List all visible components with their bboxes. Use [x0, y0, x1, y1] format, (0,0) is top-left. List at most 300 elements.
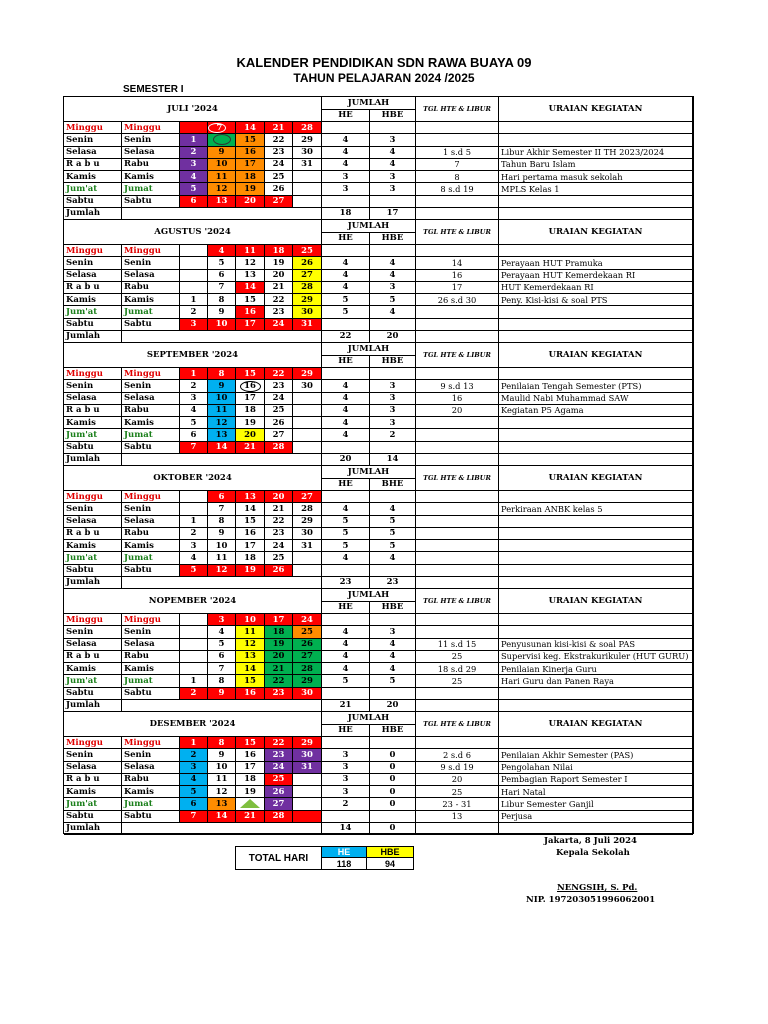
tgl-value — [416, 552, 499, 564]
date-cell: 3 — [180, 540, 208, 552]
date-cell — [180, 491, 208, 503]
total-uraian-spacer — [499, 700, 693, 712]
date-cell: 4 — [180, 405, 208, 417]
date-cell: 8 — [208, 737, 236, 749]
day-name: R a b u — [64, 159, 122, 171]
hbe-header: HBE — [370, 602, 416, 615]
month-name: DESEMBER '2024 — [64, 712, 322, 737]
day-name: Senin — [64, 626, 122, 638]
he-value — [322, 688, 370, 700]
date-cell: 5 — [208, 257, 236, 269]
he-value: 4 — [322, 405, 370, 417]
day-name: Selasa — [64, 270, 122, 282]
date-cell: 5 — [180, 786, 208, 798]
hbe-value: 0 — [370, 786, 416, 798]
date-cell: 17 — [236, 393, 265, 405]
date-cell: 21 — [265, 122, 293, 134]
hbe-value: 3 — [370, 626, 416, 638]
total-hbe: 14 — [370, 454, 416, 466]
hbe-value: 5 — [370, 528, 416, 540]
date-cell: 26 — [265, 183, 293, 195]
day-name-alt: Kamis — [122, 294, 180, 306]
he-header: HE — [322, 479, 370, 492]
day-name: Minggu — [64, 491, 122, 503]
date-cell — [208, 134, 236, 146]
total-uraian-spacer — [499, 208, 693, 220]
total-uraian-spacer — [499, 331, 693, 343]
tgl-value: 7 — [416, 159, 499, 171]
signatory-nip: NIP. 197203051996062001 — [526, 895, 656, 905]
jumlah-label: Jumlah — [64, 577, 122, 589]
month-block — [64, 589, 695, 712]
hbe-value: 4 — [370, 639, 416, 651]
date-cell: 17 — [236, 319, 265, 331]
date-cell: 7 — [208, 282, 236, 294]
date-cell: 20 — [236, 429, 265, 441]
jumlah-spacer — [122, 208, 322, 220]
day-name-alt: Sabtu — [122, 196, 180, 208]
he-value: 3 — [322, 774, 370, 786]
triangle-marker — [240, 799, 260, 808]
jumlah-label: Jumlah — [64, 331, 122, 343]
day-name-alt: Senin — [122, 749, 180, 761]
hbe-header: HBE — [370, 233, 416, 246]
day-name: Kamis — [64, 786, 122, 798]
date-cell — [180, 257, 208, 269]
date-cell — [293, 405, 322, 417]
date-cell: 19 — [236, 417, 265, 429]
date-cell: 29 — [293, 675, 322, 687]
date-cell: 13 — [236, 651, 265, 663]
hbe-value — [370, 737, 416, 749]
uraian-header: URAIAN KEGIATAN — [499, 712, 693, 737]
tgl-value — [416, 245, 499, 257]
date-cell: 16 — [236, 147, 265, 159]
date-cell: 11 — [208, 171, 236, 183]
total-hbe: 20 — [370, 700, 416, 712]
date-cell: 30 — [293, 380, 322, 392]
hbe-value: 0 — [370, 774, 416, 786]
date-cell — [293, 774, 322, 786]
uraian-value: Pengolahan Nilai — [499, 762, 693, 774]
date-cell: 13 — [208, 429, 236, 441]
he-value: 3 — [322, 171, 370, 183]
hbe-value: 5 — [370, 540, 416, 552]
date-cell: 11 — [208, 552, 236, 564]
date-cell: 17 — [265, 614, 293, 626]
date-cell: 2 — [180, 749, 208, 761]
hbe-value — [370, 565, 416, 577]
day-name: Jum'at — [64, 429, 122, 441]
day-name-alt: Jumat — [122, 183, 180, 195]
day-name: R a b u — [64, 405, 122, 417]
date-cell: 13 — [236, 270, 265, 282]
day-name: Sabtu — [64, 196, 122, 208]
he-value: 5 — [322, 540, 370, 552]
date-cell — [180, 639, 208, 651]
date-cell: 25 — [265, 171, 293, 183]
hbe-value: 4 — [370, 270, 416, 282]
date-cell: 17 — [236, 159, 265, 171]
he-value: 3 — [322, 183, 370, 195]
date-cell: 14 — [236, 122, 265, 134]
tgl-value — [416, 528, 499, 540]
date-cell: 7 — [208, 663, 236, 675]
tgl-value — [416, 540, 499, 552]
date-cell: 30 — [293, 528, 322, 540]
day-name: R a b u — [64, 651, 122, 663]
title: KALENDER PENDIDIKAN SDN RAWA BUAYA 09 — [236, 55, 532, 70]
jumlah-label: Jumlah — [64, 823, 122, 835]
date-cell — [293, 442, 322, 454]
day-name-alt: Rabu — [122, 528, 180, 540]
day-name: Senin — [64, 257, 122, 269]
he-value: 5 — [322, 516, 370, 528]
day-name-alt: Senin — [122, 626, 180, 638]
uraian-value: Supervisi keg. Ekstrakurikuler (HUT GURU) — [499, 651, 693, 663]
total-tgl-spacer — [416, 454, 499, 466]
he-value: 4 — [322, 639, 370, 651]
date-cell: 27 — [293, 270, 322, 282]
date-cell: 20 — [265, 270, 293, 282]
date-cell: 23 — [265, 749, 293, 761]
day-name: Sabtu — [64, 688, 122, 700]
hbe-value — [370, 811, 416, 823]
hbe-value: 3 — [370, 282, 416, 294]
uraian-value: Perkiraan ANBK kelas 5 — [499, 503, 693, 515]
day-name-alt: Jumat — [122, 552, 180, 564]
date-cell — [293, 171, 322, 183]
date-cell: 18 — [236, 774, 265, 786]
hbe-header: HBE — [370, 110, 416, 123]
tgl-value — [416, 122, 499, 134]
date-cell: 10 — [208, 159, 236, 171]
date-cell: 19 — [236, 565, 265, 577]
he-value: 2 — [322, 798, 370, 810]
date-cell — [293, 552, 322, 564]
date-cell: 15 — [236, 294, 265, 306]
tgl-value: 25 — [416, 651, 499, 663]
question-marker — [208, 123, 226, 133]
day-name: Senin — [64, 134, 122, 146]
jumlah-header: JUMLAH — [322, 466, 416, 479]
day-name: Jum'at — [64, 306, 122, 318]
date-cell: 5 — [180, 417, 208, 429]
date-cell: 6 — [208, 651, 236, 663]
day-name-alt: Selasa — [122, 147, 180, 159]
date-cell: 9 — [208, 688, 236, 700]
tgl-value: 2 s.d 6 — [416, 749, 499, 761]
day-name: Kamis — [64, 294, 122, 306]
uraian-value: Hari Guru dan Panen Raya — [499, 675, 693, 687]
day-name-alt: Jumat — [122, 429, 180, 441]
subtitle: TAHUN PELAJARAN 2024 /2025 — [293, 71, 475, 85]
uraian-value — [499, 626, 693, 638]
date-cell: 6 — [180, 798, 208, 810]
date-cell: 6 — [208, 270, 236, 282]
tgl-value — [416, 626, 499, 638]
day-name: Kamis — [64, 663, 122, 675]
tgl-value — [416, 429, 499, 441]
date-cell: 21 — [236, 811, 265, 823]
day-name: Selasa — [64, 147, 122, 159]
date-cell: 27 — [293, 651, 322, 663]
date-cell: 3 — [180, 393, 208, 405]
tgl-value — [416, 442, 499, 454]
date-cell: 1 — [180, 134, 208, 146]
he-value: 3 — [322, 762, 370, 774]
date-cell: 11 — [208, 405, 236, 417]
tgl-header: TGL HTE & LIBUR — [416, 589, 499, 614]
date-cell: 20 — [236, 196, 265, 208]
total-he: 23 — [322, 577, 370, 589]
uraian-value: Tahun Baru Islam — [499, 159, 693, 171]
tgl-header: TGL HTE & LIBUR — [416, 712, 499, 737]
jumlah-header: JUMLAH — [322, 712, 416, 725]
tgl-value: 17 — [416, 282, 499, 294]
day-name: Jum'at — [64, 183, 122, 195]
date-cell: 3 — [180, 762, 208, 774]
date-cell: 22 — [265, 737, 293, 749]
date-cell — [180, 282, 208, 294]
date-cell — [180, 503, 208, 515]
date-cell: 1 — [180, 368, 208, 380]
uraian-header: URAIAN KEGIATAN — [499, 466, 693, 491]
date-cell: 16 — [236, 380, 265, 392]
hbe-value — [370, 491, 416, 503]
tgl-header: TGL HTE & LIBUR — [416, 343, 499, 368]
day-name-alt: Senin — [122, 257, 180, 269]
he-value: 4 — [322, 663, 370, 675]
date-cell: 15 — [236, 516, 265, 528]
tgl-value — [416, 737, 499, 749]
day-name: Sabtu — [64, 319, 122, 331]
uraian-value — [499, 368, 693, 380]
date-cell: 22 — [265, 675, 293, 687]
jumlah-label: Jumlah — [64, 454, 122, 466]
tgl-value: 9 s.d 13 — [416, 380, 499, 392]
tgl-value: 20 — [416, 774, 499, 786]
day-name: Jum'at — [64, 798, 122, 810]
he-header: HE — [322, 110, 370, 123]
day-name-alt: Senin — [122, 380, 180, 392]
hbe-value — [370, 688, 416, 700]
date-cell — [180, 614, 208, 626]
date-cell: 26 — [293, 639, 322, 651]
hbe-value: 3 — [370, 183, 416, 195]
uraian-value: Libur Akhir Semester II TH 2023/2024 — [499, 147, 693, 159]
day-name: R a b u — [64, 528, 122, 540]
uraian-value — [499, 196, 693, 208]
day-name-alt: Kamis — [122, 663, 180, 675]
he-value — [322, 442, 370, 454]
date-cell: 15 — [236, 368, 265, 380]
tgl-value: 16 — [416, 393, 499, 405]
total-hbe: 23 — [370, 577, 416, 589]
tgl-header: TGL HTE & LIBUR — [416, 466, 499, 491]
date-cell: 18 — [236, 552, 265, 564]
hbe-value — [370, 614, 416, 626]
date-cell: 13 — [208, 196, 236, 208]
he-value: 4 — [322, 159, 370, 171]
day-name-alt: Minggu — [122, 368, 180, 380]
tgl-value: 13 — [416, 811, 499, 823]
date-cell: 4 — [208, 626, 236, 638]
total-tgl-spacer — [416, 331, 499, 343]
date-cell: 14 — [208, 811, 236, 823]
uraian-value: Pembagian Raport Semester I — [499, 774, 693, 786]
date-cell: 2 — [180, 306, 208, 318]
total-tgl-spacer — [416, 577, 499, 589]
month-block — [64, 97, 695, 220]
semester-label: SEMESTER I — [123, 84, 184, 95]
hbe-value — [370, 319, 416, 331]
date-cell: 14 — [236, 503, 265, 515]
day-name-alt: Rabu — [122, 159, 180, 171]
date-cell — [293, 196, 322, 208]
total-he: 21 — [322, 700, 370, 712]
jumlah-spacer — [122, 454, 322, 466]
uraian-value: MPLS Kelas 1 — [499, 183, 693, 195]
hbe-value: 4 — [370, 257, 416, 269]
date-cell: 19 — [265, 639, 293, 651]
uraian-value: Perjusa — [499, 811, 693, 823]
uraian-value — [499, 565, 693, 577]
date-cell: 30 — [293, 147, 322, 159]
jumlah-spacer — [122, 700, 322, 712]
jumlah-label: Jumlah — [64, 700, 122, 712]
tgl-value: 1 s.d 5 — [416, 147, 499, 159]
uraian-value: Kegiatan P5 Agama — [499, 405, 693, 417]
uraian-value — [499, 516, 693, 528]
uraian-value: Penilaian Akhir Semester (PAS) — [499, 749, 693, 761]
date-cell: 2 — [180, 380, 208, 392]
hbe-value: 4 — [370, 306, 416, 318]
he-value — [322, 491, 370, 503]
date-cell: 28 — [265, 442, 293, 454]
date-cell: 6 — [180, 196, 208, 208]
total-uraian-spacer — [499, 577, 693, 589]
tgl-value — [416, 134, 499, 146]
tgl-value: 8 — [416, 171, 499, 183]
tgl-value — [416, 516, 499, 528]
date-cell: 12 — [208, 786, 236, 798]
he-value: 4 — [322, 417, 370, 429]
date-cell: 20 — [265, 651, 293, 663]
date-cell: 8 — [208, 294, 236, 306]
total-hbe: 0 — [370, 823, 416, 835]
hbe-value: 4 — [370, 503, 416, 515]
jumlah-header: JUMLAH — [322, 343, 416, 356]
date-cell: 21 — [265, 503, 293, 515]
tgl-value — [416, 614, 499, 626]
day-name-alt: Minggu — [122, 122, 180, 134]
uraian-value — [499, 737, 693, 749]
month-name: NOPEMBER '2024 — [64, 589, 322, 614]
day-name-alt: Kamis — [122, 540, 180, 552]
date-cell: 21 — [265, 282, 293, 294]
tgl-value — [416, 688, 499, 700]
uraian-value — [499, 614, 693, 626]
tgl-value — [416, 306, 499, 318]
hbe-header: HBE — [370, 356, 416, 369]
uraian-value — [499, 245, 693, 257]
date-cell: 22 — [265, 368, 293, 380]
day-name-alt: Kamis — [122, 417, 180, 429]
jumlah-spacer — [122, 577, 322, 589]
date-cell: 12 — [208, 565, 236, 577]
he-value — [322, 811, 370, 823]
date-cell: 10 — [236, 614, 265, 626]
he-header: HE — [322, 602, 370, 615]
date-cell: 8 — [208, 368, 236, 380]
date-cell: 22 — [265, 134, 293, 146]
date-cell: 14 — [236, 663, 265, 675]
hbe-value: 4 — [370, 651, 416, 663]
date-cell: 23 — [265, 380, 293, 392]
day-name-alt: Sabtu — [122, 442, 180, 454]
hbe-value: 3 — [370, 380, 416, 392]
total-uraian-spacer — [499, 823, 693, 835]
date-cell: 9 — [208, 147, 236, 159]
date-cell: 9 — [208, 306, 236, 318]
he-value: 4 — [322, 270, 370, 282]
total-tgl-spacer — [416, 823, 499, 835]
date-cell: 11 — [236, 626, 265, 638]
date-cell: 24 — [265, 762, 293, 774]
tgl-value: 11 s.d 15 — [416, 639, 499, 651]
tgl-value — [416, 417, 499, 429]
date-cell: 19 — [236, 786, 265, 798]
uraian-value — [499, 122, 693, 134]
he-value: 4 — [322, 651, 370, 663]
date-cell: 7 — [180, 442, 208, 454]
day-name: Selasa — [64, 762, 122, 774]
he-value: 5 — [322, 675, 370, 687]
hbe-value: 4 — [370, 552, 416, 564]
hbe-value: 5 — [370, 294, 416, 306]
day-name: Jum'at — [64, 552, 122, 564]
date-cell: 4 — [208, 245, 236, 257]
date-cell: 9 — [208, 380, 236, 392]
he-value — [322, 196, 370, 208]
he-value — [322, 122, 370, 134]
day-name: Minggu — [64, 122, 122, 134]
total-he: 22 — [322, 331, 370, 343]
day-name-alt: Senin — [122, 134, 180, 146]
tgl-value — [416, 491, 499, 503]
date-cell — [293, 183, 322, 195]
date-cell: 23 — [265, 528, 293, 540]
date-cell: 11 — [236, 245, 265, 257]
day-name-alt: Sabtu — [122, 319, 180, 331]
uraian-value — [499, 319, 693, 331]
date-cell: 16 — [236, 749, 265, 761]
date-cell: 20 — [265, 491, 293, 503]
date-cell — [180, 626, 208, 638]
day-name: Senin — [64, 503, 122, 515]
date-cell: 10 — [208, 540, 236, 552]
month-name: AGUSTUS '2024 — [64, 220, 322, 245]
oval-outline-marker — [240, 381, 261, 392]
hbe-value: 5 — [370, 675, 416, 687]
date-cell — [180, 245, 208, 257]
date-cell: 21 — [236, 442, 265, 454]
date-cell: 5 — [180, 183, 208, 195]
date-cell: 12 — [208, 417, 236, 429]
date-cell: 24 — [265, 393, 293, 405]
date-cell — [293, 565, 322, 577]
